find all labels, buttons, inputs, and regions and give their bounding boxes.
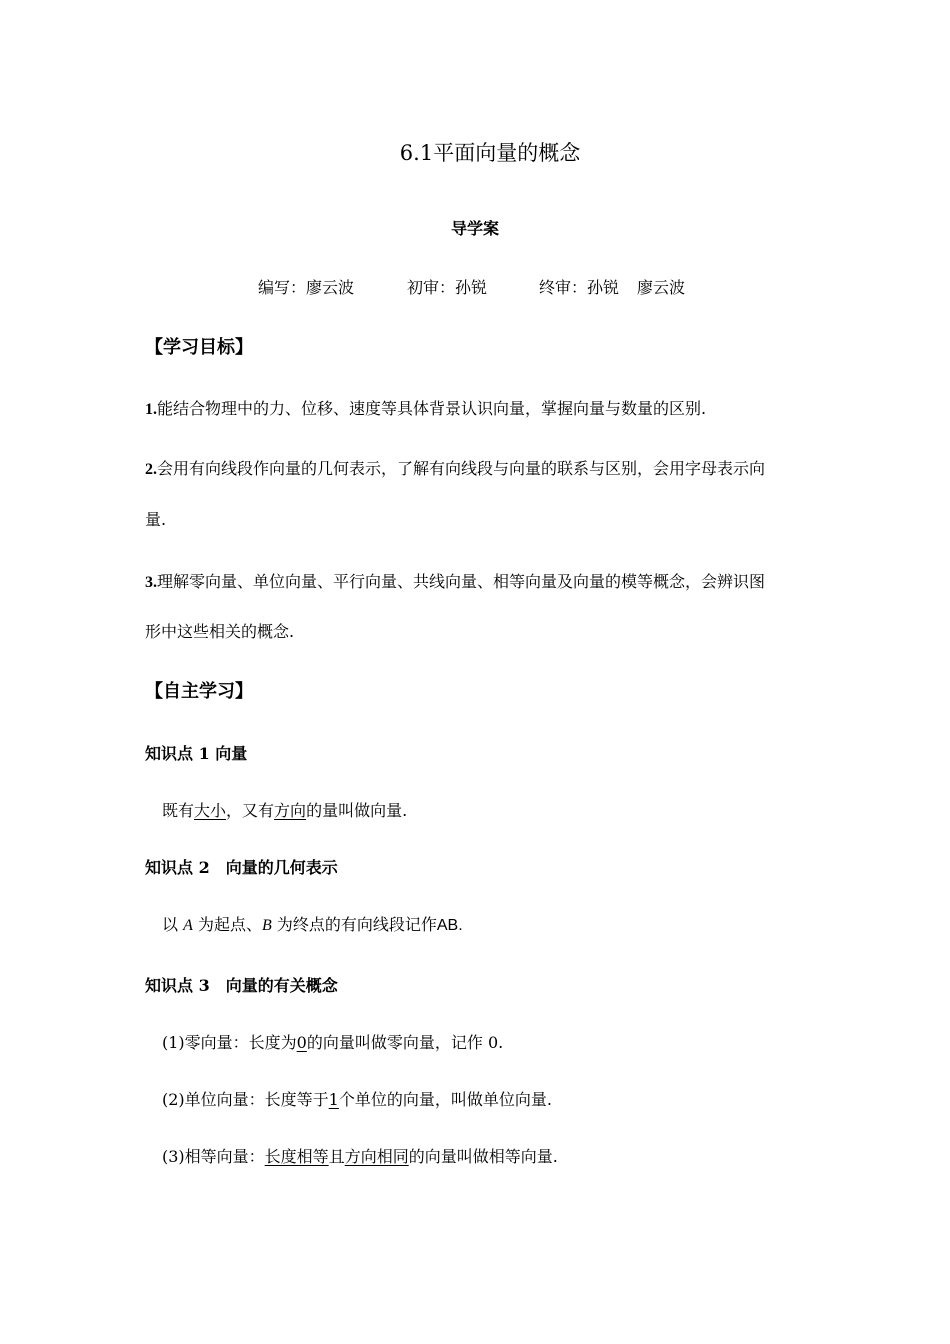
goal-item-3: [145, 572, 765, 593]
text-segment: 个单位的向量，叫做单位向量.: [338, 1090, 552, 1109]
fill-blank-answer: 方向: [274, 801, 307, 820]
goal-number: 1.: [145, 401, 157, 418]
concept-equal-vector: [162, 1147, 558, 1167]
goal-text: 能结合物理中的力、位移、速度等具体背景认识向量，掌握向量与数量的区别.: [157, 399, 707, 418]
concept-unit-vector: [162, 1090, 552, 1110]
knowledge-point-2-text: [162, 915, 463, 936]
document-title: 6.1平面向量的概念: [399, 141, 581, 165]
document-subtitle: 导学案: [450, 219, 499, 238]
fill-blank-answer: 方向相同: [344, 1147, 409, 1166]
final-reviewer-extra: 廖云波: [637, 278, 686, 297]
goal-item-1: [145, 399, 706, 420]
text-segment: (2)单位向量：长度等于: [162, 1090, 329, 1109]
goals-heading: 【学习目标】: [145, 337, 253, 358]
vector-ab-notation: AB.: [436, 917, 463, 934]
reviewer-credit: 初审：孙锐: [407, 278, 488, 297]
text-segment: 的向量叫做相等向量.: [408, 1147, 558, 1166]
goal-number: 3.: [145, 574, 157, 591]
text-segment: 为起点、: [192, 915, 262, 934]
text-segment: 以: [162, 915, 184, 934]
fill-blank-answer: 1: [328, 1090, 339, 1109]
concept-zero-vector: [162, 1033, 503, 1053]
writer-credit: 编写：廖云波: [258, 278, 355, 297]
point-a-variable: A: [183, 917, 193, 934]
knowledge-point-2-heading: 知识点 2 向量的几何表示: [145, 858, 338, 877]
final-reviewer-credit: 终审：孙锐: [539, 278, 620, 297]
text-segment: ，又有: [226, 801, 275, 820]
goal-item-2-continued: 量.: [145, 510, 167, 529]
text-segment: 的向量叫做零向量，记作 0.: [306, 1033, 504, 1052]
knowledge-point-1-heading: 知识点 1 向量: [145, 744, 248, 763]
text-segment: (3)相等向量：: [162, 1147, 265, 1166]
goal-item-2: [145, 459, 765, 480]
text-segment: 的量叫做向量.: [306, 801, 408, 820]
knowledge-point-3-heading: 知识点 3 向量的有关概念: [145, 976, 338, 995]
text-segment: 为终点的有向线段记作: [271, 915, 437, 934]
goal-item-3-continued: 形中这些相关的概念.: [145, 622, 295, 641]
author-credits: [258, 278, 685, 298]
text-segment: (1)零向量：长度为: [162, 1033, 297, 1052]
self-study-heading: 【自主学习】: [145, 681, 253, 702]
text-segment: 且: [328, 1147, 345, 1166]
goal-number: 2.: [145, 461, 157, 478]
point-b-variable: B: [261, 917, 272, 934]
fill-blank-answer: 大小: [194, 801, 227, 820]
goal-text: 理解零向量、单位向量、平行向量、共线向量、相等向量及向量的模等概念，会辨识图: [157, 572, 766, 591]
knowledge-point-1-text: [162, 801, 407, 821]
text-segment: 既有: [162, 801, 195, 820]
fill-blank-answer: 长度相等: [264, 1147, 329, 1166]
goal-text: 会用有向线段作向量的几何表示，了解有向线段与向量的联系与区别，会用字母表示向: [157, 459, 766, 478]
fill-blank-answer: 0: [296, 1033, 307, 1052]
